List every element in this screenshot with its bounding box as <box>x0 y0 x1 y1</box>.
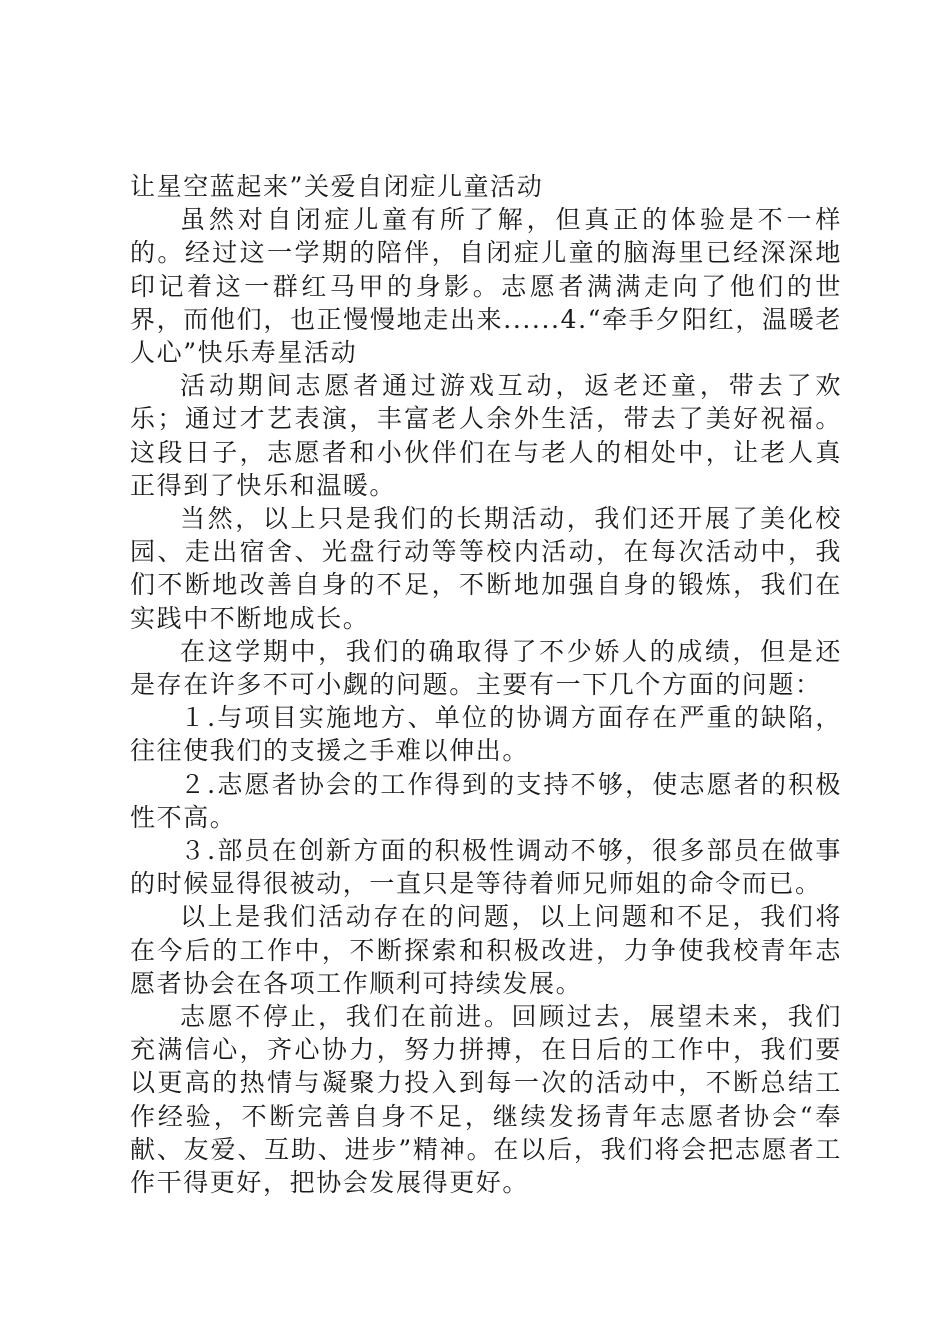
paragraph-problems-intro: 在这学期中，我们的确取得了不少娇人的成绩，但是还是存在许多不可小觑的问题。主要有一下几个方面的问题： <box>130 636 842 700</box>
paragraph-improvement: 以上是我们活动存在的问题，以上问题和不足，我们将在今后的工作中，不断探索和积极改进，力争使我校青年志愿者协会在各项工作顺利可持续发展。 <box>130 902 842 998</box>
paragraph-autism-experience: 虽然对自闭症儿童有所了解，但真正的体验是不一样的。经过这一学期的陪伴，自闭症儿童的脑海里已经深深地印记着这一群红马甲的身影。志愿者满满走向了他们的世界，而他们，也正慢慢地走出来......4.“牵手夕阳红，温暖老人心”快乐寿星活动 <box>130 205 842 368</box>
document-body <box>130 170 842 1199</box>
paragraph-campus-activities: 当然，以上只是我们的长期活动，我们还开展了美化校园、走出宿舍、光盘行动等等校内活动，在每次活动中，我们不断地改善自身的不足，不断地加强自身的锻炼，我们在实践中不断地成长。 <box>130 504 842 633</box>
activity-heading-continued: 让星空蓝起来”关爱自闭症儿童活动 <box>130 172 544 201</box>
paragraph-elderly-activity: 活动期间志愿者通过游戏互动，返老还童，带去了欢乐；通过才艺表演，丰富老人余外生活，带去了美好祝福。这段日子，志愿者和小伙伴们在与老人的相处中，让老人真正得到了快乐和温暖。 <box>130 371 842 500</box>
paragraph-conclusion: 志愿不停止，我们在前进。回顾过去，展望未来，我们充满信心，齐心协力，努力拼搏，在日后的工作中，我们要以更高的热情与凝聚力投入到每一次的活动中，不断总结工作经验，不断完善自身不足，继续发扬青年志愿者协会“奉献、友爱、互助、进步”精神。在以后，我们将会把志愿者工作干得更好，把协会发展得更好。 <box>130 1002 842 1198</box>
problem-item-3: ３.部员在创新方面的积极性调动不够，很多部员在做事的时候显得很被动，一直只是等待着师兄师姐的命令而已。 <box>130 836 842 899</box>
problem-item-2: ２.志愿者协会的工作得到的支持不够，使志愿者的积极性不高。 <box>130 769 842 832</box>
problem-item-1: １.与项目实施地方、单位的协调方面存在严重的缺陷，往往使我们的支援之手难以伸出。 <box>130 703 842 766</box>
